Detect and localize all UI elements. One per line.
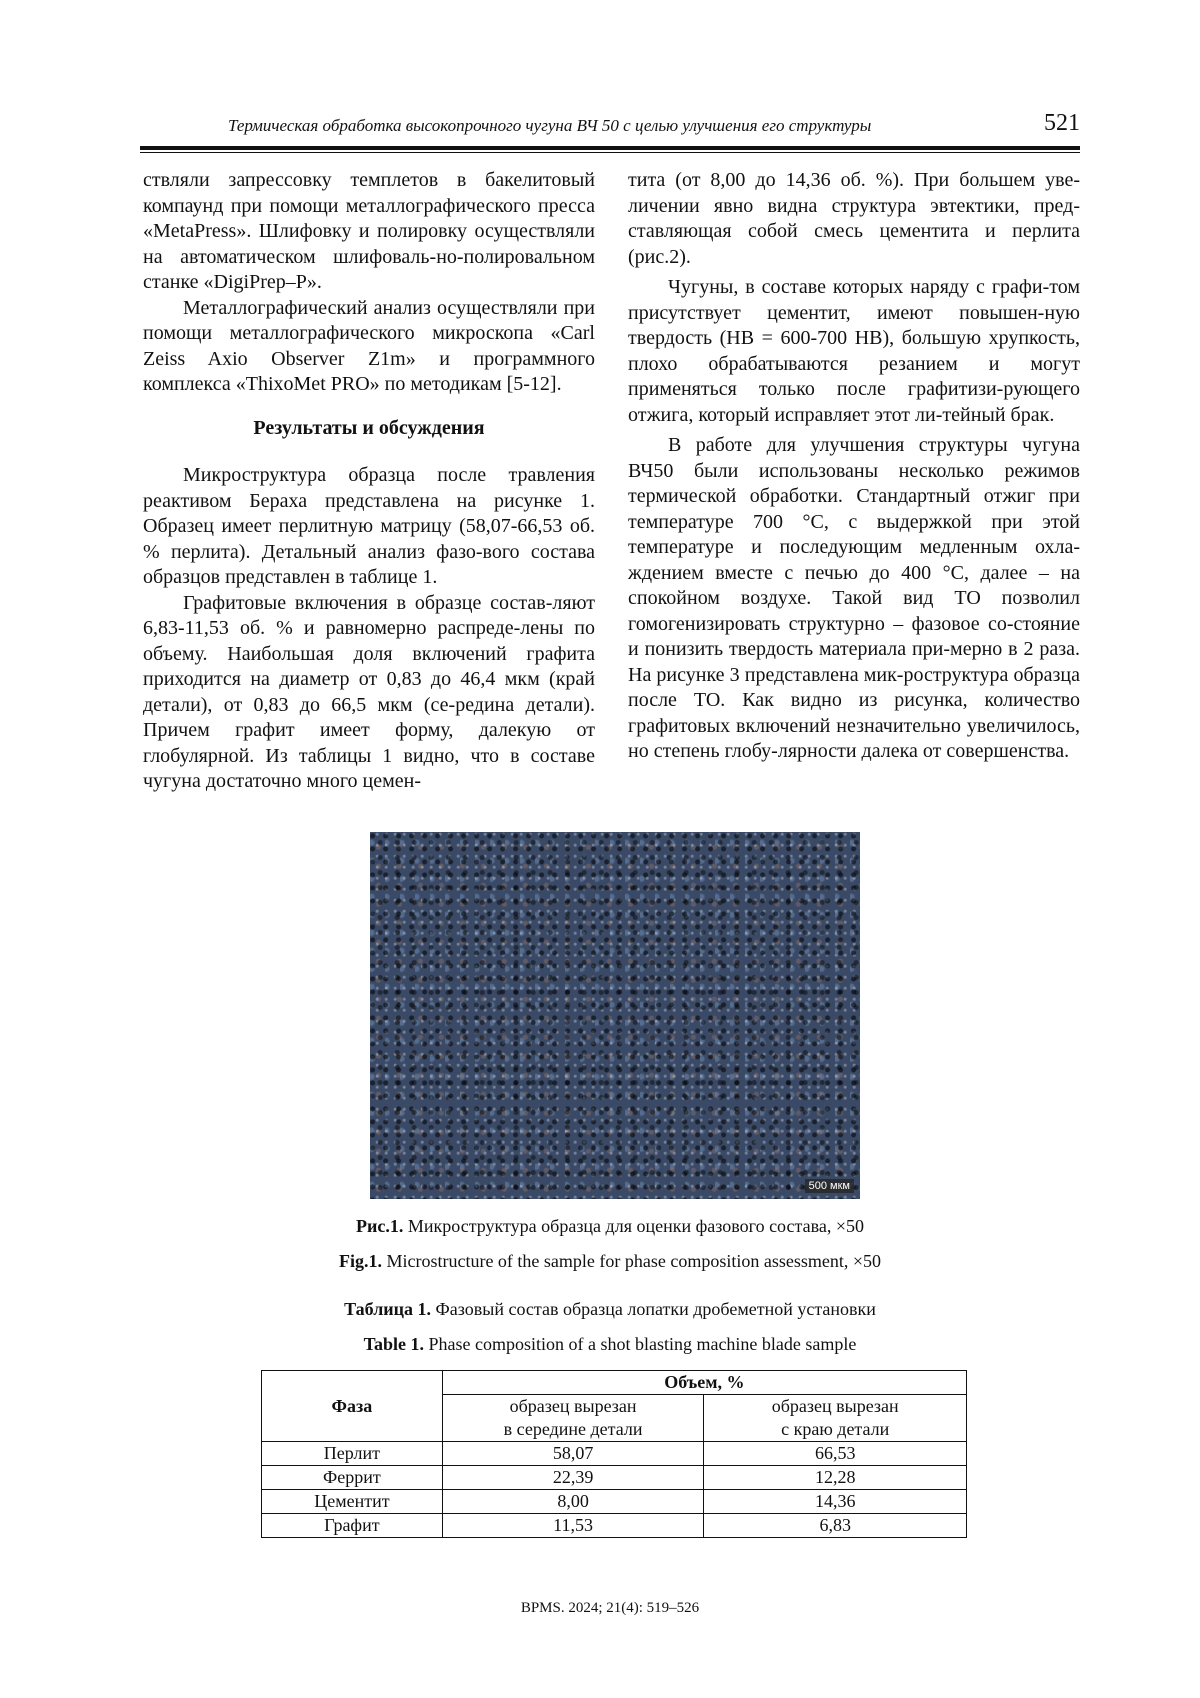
table-title-en	[140, 1334, 1080, 1355]
right-column	[628, 168, 1080, 765]
phase-composition-table	[261, 1370, 967, 1538]
cell-phase: Феррит	[262, 1466, 443, 1490]
cell-edge: 6,83	[704, 1514, 967, 1538]
paragraph: Металлографический анализ осуществляли при помощи металлографического микроскопа «Carl Zeiss Axio Observer Z1m» и программного комплекса «ThixoMet PRO» по методикам [5-12].	[143, 296, 595, 395]
table-row	[262, 1466, 967, 1490]
paragraph: Микроструктура образца после травления реактивом Бераха представлена на рисунке 1. Образец имеет перлитную матрицу (58,07-66,53 об. % перлита). Детальный анализ фазо-вого состава образцов представлен в таблице 1.	[143, 464, 595, 588]
header-rule-thin	[140, 152, 1080, 153]
cell-edge: 12,28	[704, 1466, 967, 1490]
header-edge-line1: образец вырезан	[771, 1396, 899, 1416]
header-volume: Объем, %	[442, 1371, 966, 1395]
figure-caption-ru	[140, 1216, 1080, 1237]
header-rule-thick	[140, 146, 1080, 150]
caption-text: Microstructure of the sample for phase composition assessment, ×50	[381, 1251, 882, 1271]
cell-middle: 58,07	[442, 1442, 704, 1466]
footer-citation: BPMS. 2024; 21(4): 519–526	[520, 1600, 700, 1616]
table-row	[262, 1442, 967, 1466]
running-title: Термическая обработка высокопрочного чугуна ВЧ 50 с целью улучшения его структуры	[228, 116, 872, 135]
header-middle-line1: образец вырезан	[509, 1396, 637, 1416]
table-title-text: Фазовый состав образца лопатки дробеметной установки	[431, 1299, 876, 1319]
cell-phase: Цементит	[262, 1490, 443, 1514]
table-title-label: Table 1.	[363, 1334, 424, 1354]
micrograph-image	[370, 832, 860, 1199]
table-title-text: Phase composition of a shot blasting machine blade sample	[423, 1334, 857, 1354]
paragraph: ствляли запрессовку темплетов в бакелитовый компаунд при помощи металлографического пресса «MetaPress». Шлифовку и полировку осуществляли на автоматическом шлифоваль-но-полировальном станке «DigiPrep–P».	[143, 169, 595, 293]
cell-middle: 8,00	[442, 1490, 704, 1514]
header-edge	[704, 1395, 967, 1442]
header-middle-line2: в середине детали	[503, 1419, 643, 1439]
paragraph: тита (от 8,00 до 14,36 об. %). При большем уве-личении явно видна структура эвтектики, пред-ставляющая собой смесь цементита и перлита (рис.2).	[628, 169, 1080, 268]
figure-caption-en	[140, 1251, 1080, 1272]
running-header	[140, 110, 1080, 146]
cell-middle: 22,39	[442, 1466, 704, 1490]
paragraph: Графитовые включения в образце состав-ляют 6,83-11,53 об. % и равномерно распреде-лены по объему. Наибольшая доля включений графита приходится на диаметр от 0,83 до 46,4 мкм (край детали), от 0,83 до 66,5 мкм (се-редина детали). Причем графит имеет форму, далекую от глобулярной. Из таблицы 1 видно, что в составе чугуна достаточно много цемен-	[143, 591, 595, 792]
scale-bar-label: 500 мкм	[805, 1179, 854, 1193]
cell-edge: 66,53	[704, 1442, 967, 1466]
cell-middle: 11,53	[442, 1514, 704, 1538]
table-title-label: Таблица 1.	[344, 1299, 432, 1319]
cell-edge: 14,36	[704, 1490, 967, 1514]
paragraph: Чугуны, в составе которых наряду с графи-том присутствует цементит, имеют повышен-ную твердость (НВ = 600-700 НВ), большую хрупкость, плохо обрабатываются резанием и могут применяться только после графитизи-рующего отжига, который исправляет этот ли-тейный брак.	[628, 276, 1080, 426]
table-row	[262, 1490, 967, 1514]
header-phase: Фаза	[262, 1371, 443, 1442]
page-number: 521	[1044, 110, 1080, 136]
header-edge-line2: с краю детали	[781, 1419, 890, 1439]
table-title-ru	[140, 1299, 1080, 1320]
section-heading: Результаты и обсуждения	[253, 416, 485, 439]
left-column	[143, 168, 595, 795]
table-row	[262, 1514, 967, 1538]
paragraph: В работе для улучшения структуры чугуна ВЧ50 были использованы несколько режимов термической обработки. Стандартный отжиг при температуре 700 °С, с выдержкой при этой температуре и последующим медленным охла-ждением вместе с печью до 400 °С, далее – на спокойном воздухе. Такой вид ТО позволил гомогенизировать структурно – фазовое со-стояние и понизить твердость материала при-мерно в 2 раза. На рисунке 3 представлена мик-роструктура образца после ТО. Как видно из рисунка, количество графитовых включений незначительно увеличилось, но степень глобу-лярности далека от совершенства.	[628, 434, 1080, 762]
header-middle	[442, 1395, 704, 1442]
caption-label: Рис.1.	[356, 1216, 404, 1236]
caption-text: Микроструктура образца для оценки фазового состава, ×50	[403, 1216, 864, 1236]
cell-phase: Графит	[262, 1514, 443, 1538]
caption-label: Fig.1.	[338, 1251, 382, 1271]
cell-phase: Перлит	[262, 1442, 443, 1466]
